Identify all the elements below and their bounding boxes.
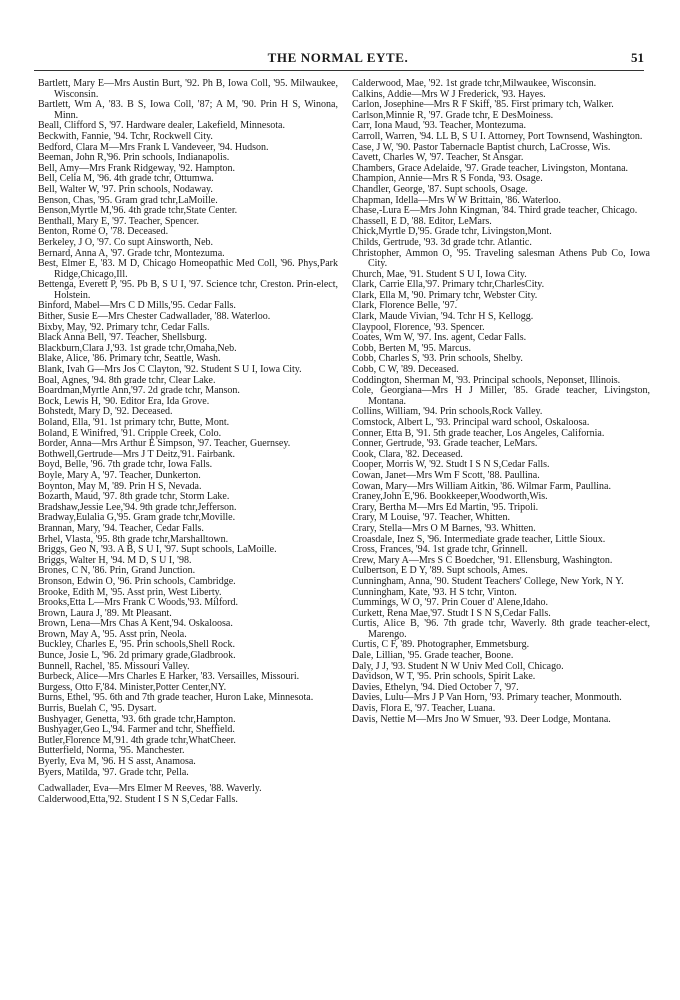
directory-entry: Christopher, Ammon O, '95. Traveling salesman Athens Pub Co, Iowa City. (352, 247, 650, 270)
directory-entry: Chandler, George, '87. Supt schools, Osage. (352, 183, 528, 195)
directory-entry: Daly, J J, '93. Student N W Univ Med Coll, Chicago. (352, 660, 564, 672)
directory-entry: Burns, Ethel, '95. 6th and 7th grade teacher, Huron Lake, Minnesota. (38, 692, 314, 704)
directory-entry: Curtis, C F, '89. Photographer, Emmetsburg. (352, 639, 530, 651)
directory-entry: Bartlett, Wm A, '83. B S, Iowa Coll, '87; A M, '90. Prin H S, Winona, Minn. (38, 99, 338, 121)
directory-entry: Best, Elmer E, '83. M D, Chicago Homeopathic Med Coll, '96. Phys,Park Ridge,Chicago,Ill. (38, 258, 338, 280)
directory-entry: Cook, Clara, '82. Deceased. (352, 448, 463, 460)
directory-entry: Croasdale, Inez S, '96. Intermediate grade teacher, Little Sioux. (352, 533, 606, 545)
directory-entry: Brown, Lena—Mrs Chas A Kent,'94. Oskaloosa. (38, 618, 233, 630)
directory-entry: Clark, Maude Vivian, '94. Tchr H S, Kellogg. (352, 311, 534, 323)
running-title: THE NORMAL EYTE. (267, 50, 409, 65)
directory-entry: Coddington, Sherman M, '93. Principal schools, Neponset, Illinois. (352, 374, 621, 386)
directory-entry: Clark, Ella M, '90. Primary tchr, Webster City. (352, 289, 538, 301)
directory-entry: Bradway,Eulalia G,'95. Gram grade tchr,Moville. (38, 512, 236, 524)
directory-entry: Benson, Chas, '95. Gram grad tchr,LaMoille. (38, 194, 218, 206)
directory-entry: Briggs, Walter H, '94. M D, S U I, '98. (38, 554, 192, 566)
directory-entry: Carr, Iona Maud, '93. Teacher, Montezuma. (352, 120, 526, 132)
directory-entry: Champion, Annie—Mrs R S Fonda, '93. Osage. (352, 173, 543, 185)
directory-entry: Chassell, E D, '88. Editor, LeMars. (352, 215, 492, 227)
directory-entry: Butterfield, Norma, '95. Manchester. (38, 745, 185, 757)
directory-entry: Border, Anna—Mrs Arthur E Simpson, '97. Teacher, Guernsey. (38, 438, 291, 450)
directory-entry: Butler,Florence M,'91. 4th grade tchr,WhatCheer. (38, 734, 236, 746)
directory-entry: Bozarth, Maud, '97. 8th grade tchr, Storm Lake. (38, 491, 230, 503)
directory-entry: Chapman, Idella—Mrs W W Brittain, '86. Waterloo. (352, 194, 561, 206)
directory-entry: Davis, Flora E, '97. Teacher, Luana. (352, 703, 496, 715)
directory-entry: Chase,-Lura E—Mrs John Kingman, '84. Third grade teacher, Chicago. (352, 205, 638, 217)
page-header (32, 50, 644, 72)
directory-entry: Cavett, Charles W, '97. Teacher, St Ansgar. (352, 152, 524, 164)
directory-entry: Blake, Alice, '86. Primary tchr, Seattle, Wash. (38, 353, 221, 365)
directory-entry: Blackburn,Clara J,'93. 1st grade tchr,Omaha,Neb. (38, 342, 237, 354)
directory-entry: Bunnell, Rachel, '85. Missouri Valley. (38, 660, 190, 672)
directory-entry: Bernard, Anna A, '97. Grade tchr, Montezuma. (38, 247, 225, 259)
directory-entry: Boland, Ella, '91. 1st primary tchr, Butte, Mont. (38, 417, 230, 428)
directory-entry: Binford, Mabel—Mrs C D Mills,'95. Cedar Falls. (38, 300, 236, 312)
directory-entry: Bixby, May, '92. Primary tchr, Cedar Falls. (38, 321, 210, 333)
directory-entry: Byerly, Eva M, '96. H S asst, Anamosa. (38, 756, 196, 767)
directory-entry: Clark, Florence Belle, '97. (352, 300, 458, 312)
directory-entry: Carlson,Minnie R, '97. Grade tchr, E DesMoiness. (352, 109, 554, 121)
directory-entry: Clark, Carrie Ella,'97. Primary tchr,CharlesCity. (352, 279, 545, 291)
directory-entry: Davies, Lulu—Mrs J P Van Horn, '93. Primary teacher, Monmouth. (352, 692, 622, 704)
directory-entry: Case, J W, '90. Pastor Tabernacle Baptist church, LaCrosse, Wis. (352, 141, 611, 153)
directory-entry: Boyd, Belle, '96. 7th grade tchr, Iowa Falls. (38, 459, 213, 471)
directory-entry: Benthall, Mary E, '97. Teacher, Spencer. (38, 215, 200, 227)
directory-entry: Bettenga, Everett P, '95. Pb B, S U I, '97. Science tchr, Creston. Prin-elect, Holstein. (38, 279, 338, 301)
directory-entry: Calkins, Addie—Mrs W J Frederick, '93. Hayes. (352, 88, 546, 100)
directory-entry: Dale, Lillian, '95. Grade teacher, Boone. (352, 650, 514, 662)
directory-entry: Culbertson, E D Y, '89. Supt schools, Ames. (352, 565, 528, 577)
directory-entry: Burris, Buelah C, '95. Dysart. (38, 703, 157, 715)
directory-entry: Claypool, Florence, '93. Spencer. (352, 321, 485, 333)
directory-entry: Cunningham, Kate, '93. H S tchr, Vinton. (352, 586, 517, 598)
directory-entry: Burbeck, Alice—Mrs Charles E Harker, '83. Versailles, Missouri. (38, 671, 300, 683)
directory-entry: Bedford, Clara M—Mrs Frank L Vandeveer, '94. Hudson. (38, 141, 269, 153)
directory-entry: Crary, Stella—Mrs O M Barnes, '93. Whitten. (352, 522, 536, 534)
directory-entry: Bohstedt, Mary D, '92. Deceased. (38, 406, 173, 418)
directory-entry: Blank, Ivah G—Mrs Jos C Clayton, '92. Student S U I, Iowa City. (38, 364, 302, 376)
directory-entry: Cummings, W O, '97. Prin Couer d' Alene,Idaho. (352, 597, 549, 609)
directory-entry: Bell, Amy—Mrs Frank Ridgeway, '92. Hampton. (38, 162, 235, 174)
page-number: 51 (631, 50, 644, 65)
directory-entry: Bartlett, Mary E—Mrs Austin Burt, '92. Ph B, Iowa Coll, '95. Milwaukee, Wisconsin. (38, 79, 338, 100)
right-column (352, 79, 650, 984)
directory-entry: Crary, M Louise, '97. Teacher, Whitten. (352, 512, 510, 524)
directory-entry: Bell, Celia M, '96. 4th grade tchr, Ottumwa. (38, 173, 214, 185)
directory-entry: Collins, William, '94. Prin schools,Rock Valley. (352, 406, 543, 418)
directory-entry: Bell, Walter W, '97. Prin schools, Nodaway. (38, 183, 213, 195)
directory-entry: Comstock, Albert L, '93. Principal ward school, Oskaloosa. (352, 417, 590, 428)
directory-entry: Cowan, Janet—Mrs Wm F Scott, '88. Paullina. (352, 469, 540, 481)
directory-entry: Benton, Rome O, '78. Deceased. (38, 226, 169, 238)
directory-entry: Buckley, Charles E, '95. Prin schools,Shell Rock. (38, 639, 235, 651)
header-rule (34, 70, 644, 71)
directory-entry: Davies, Ethelyn, '94. Died October 7, '97. (352, 681, 519, 693)
directory-entry: Conner, Gertrude, '93. Grade teacher, LeMars. (352, 438, 538, 450)
directory-entry: Brooke, Edith M, '95. Asst prin, West Liberty. (38, 586, 222, 598)
directory-entry: Cowan, Mary—Mrs William Aitkin, '86. Wilmar Farm, Paullina. (352, 480, 611, 492)
left-column (38, 79, 338, 984)
directory-entry: Bradshaw,Jessie Lee,'94. 9th grade tchr,Jefferson. (38, 501, 237, 513)
directory-entry: Cooper, Morris W, '92. Studt I S N S,Cedar Falls. (352, 459, 550, 471)
directory-entry: Childs, Gertrude, '93. 3d grade tchr. Atlantic. (352, 236, 532, 248)
directory-entry: Crew, Mary A—Mrs S C Boedcher, '91. Ellensburg, Washington. (352, 554, 613, 566)
directory-entry: Brhel, Vlasta, '95. 8th grade tchr,Marshalltown. (38, 533, 229, 545)
directory-entry: Cadwallader, Eva—Mrs Elmer M Reeves, '88. Waverly. (38, 783, 262, 795)
directory-entry: Cobb, Berten M, '95. Marcus. (352, 342, 472, 354)
directory-entry: Cunningham, Anna, '90. Student Teachers' College, New York, N Y. (352, 575, 624, 587)
directory-entry: Boardman,Myrtle Ann,'97. 2d grade tchr, Manson. (38, 385, 240, 397)
directory-entry: Carlon, Josephine—Mrs R F Skiff, '85. First primary tch, Walker. (352, 99, 614, 111)
directory-entry: Brown, May A, '95. Asst prin, Neola. (38, 628, 187, 640)
directory-entry: Boyle, Mary A, '97. Teacher, Dunkerton. (38, 469, 201, 481)
directory-entry: Carroll, Warren, '94. LL B, S U I. Attorney, Port Townsend, Washington. (352, 130, 643, 142)
directory-entry: Boal, Agnes, '94. 8th grade tchr, Clear Lake. (38, 374, 216, 386)
directory-entry: Black Anna Bell, '97. Teacher, Shellsburg. (38, 332, 207, 344)
directory-entry: Cobb, C W, '89. Deceased. (352, 364, 459, 376)
directory-entry: Chambers, Grace Adelaide, '97. Grade teacher, Livingston, Montana. (352, 162, 629, 174)
directory-entry: Briggs, Geo N, '93. A B, S U I, '97. Supt schools, LaMoille. (38, 544, 277, 556)
directory-entry: Davis, Nettie M—Mrs Jno W Smuer, '93. Deer Lodge, Montana. (352, 713, 611, 725)
directory-entry: Curtis, Alice B, '96. 7th grade tchr, Waverly. 8th grade teacher-elect, Marengo. (352, 618, 650, 640)
directory-entry: Byers, Matilda, '97. Grade tchr, Pella. (38, 766, 189, 778)
directory-entry: Bushyager, Genetta, '93. 6th grade tchr,Hampton. (38, 713, 236, 725)
directory-entry: Brannan, Mary, '94. Teacher, Cedar Falls. (38, 522, 204, 534)
directory-entry: Benson,Myrtle M,'96. 4th grade tchr,State Center. (38, 205, 238, 217)
directory-entry: Church, Mae, '91. Student S U I, Iowa City. (352, 268, 527, 280)
directory-entry: Bock, Lewis H, '90. Editor Era, Ida Grove. (38, 395, 210, 407)
directory-entry: Craney,John E,'96. Bookkeeper,Woodworth,Wis. (352, 491, 548, 503)
directory-entry: Beall, Clifford S, '97. Hardware dealer, Lakefield, Minnesota. (38, 120, 285, 132)
directory-entry: Boland, E Winifred, '91. Cripple Creek, Colo. (38, 427, 222, 439)
directory-entry: Chick,Myrtle D,'95. Grade tchr, Livingston,Mont. (352, 226, 552, 238)
directory-entry: Brown, Laura J, '89. Mt Pleasant. (38, 607, 172, 619)
directory-entry: Coates, Wm W, '97. Ins. agent, Cedar Falls. (352, 332, 527, 344)
directory-entry: Calderwood,Etta,'92. Student I S N S,Cedar Falls. (38, 793, 238, 805)
directory-entry: Bunce, Josie L, '96. 2d primary grade,Gladbrook. (38, 650, 236, 662)
directory-entry: Bronson, Edwin O, '96. Prin schools, Cambridge. (38, 575, 236, 587)
directory-entry: Bither, Susie E—Mrs Chester Cadwallader, '88. Waterloo. (38, 311, 271, 323)
directory-entry: Beeman, John R,'96. Prin schools, Indianapolis. (38, 152, 230, 164)
directory-entry: Conner, Etta B, '91. 5th grade teacher, Los Angeles, California. (352, 427, 605, 439)
directory-entry: Curkett, Rena Mae,'97. Studt I S N S,Cedar Falls. (352, 607, 551, 619)
directory-entry: Cobb, Charles S, '93. Prin schools, Shelby. (352, 353, 523, 365)
directory-entry: Boynton, May M, '89. Prin H S, Nevada. (38, 480, 202, 492)
directory-entry: Bothwell,Gertrude—Mrs J T Deitz,'91. Fairbank. (38, 448, 235, 460)
directory-entry: Burgess, Otto F,'84. Minister,Potter Center,NY. (38, 681, 227, 693)
directory-entry: Bushyager,Geo L,'94. Farmer and tchr, Sheffield. (38, 724, 235, 736)
directory-entry: Cole, Georgiana—Mrs H J Miller, '85. Grade teacher, Livingston, Montana. (352, 385, 650, 407)
directory-entry: Brones, C N, '86. Prin, Grand Junction. (38, 565, 196, 577)
directory-entry: Brooks,Etta L—Mrs Frank C Woods,'93. Milford. (38, 597, 238, 609)
directory-entry: Davidson, W T, '95. Prin schools, Spirit Lake. (352, 671, 536, 683)
directory-entry: Cross, Frances, '94. 1st grade tchr, Grinnell. (352, 544, 528, 556)
directory-entry: Calderwood, Mae, '92. 1st grade tchr,Milwaukee, Wisconsin. (352, 79, 597, 89)
directory-entry: Beckwith, Fannie, '94. Tchr, Rockwell City. (38, 130, 213, 142)
directory-entry: Crary, Bertha M—Mrs Ed Martin, '95. Tripoli. (352, 501, 539, 513)
directory-entry: Berkeley, J O, '97. Co supt Ainsworth, Neb. (38, 236, 214, 248)
